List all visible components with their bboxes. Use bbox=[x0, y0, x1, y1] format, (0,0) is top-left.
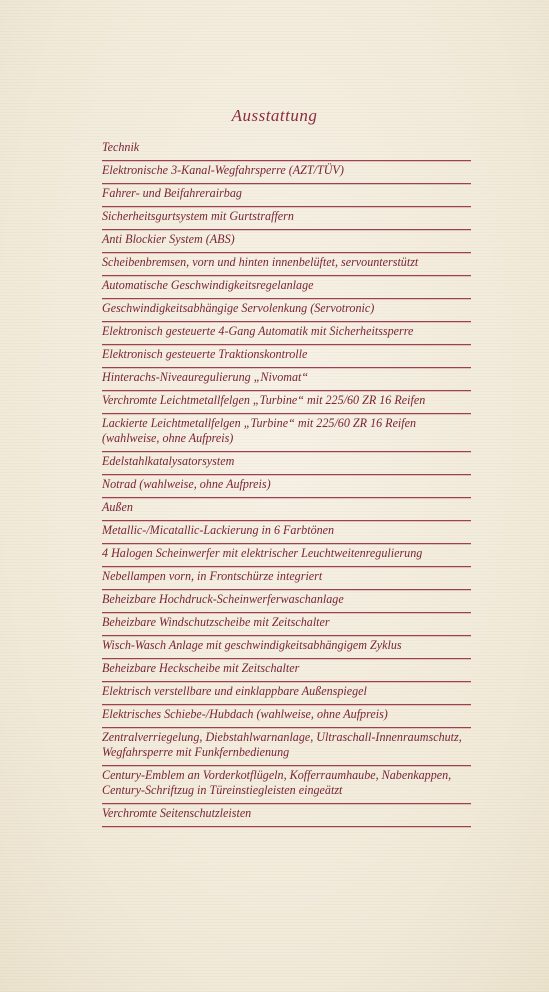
list-item: Edelstahlkatalysatorsystem bbox=[102, 454, 471, 475]
equipment-list bbox=[102, 140, 471, 827]
list-item: Elektronisch gesteuerte Traktionskontrolle bbox=[102, 347, 471, 368]
list-item: Elektrisch verstellbare und einklappbare Außenspiegel bbox=[102, 684, 471, 705]
list-item: Verchromte Leichtmetallfelgen „Turbine“ mit 225/60 ZR 16 Reifen bbox=[102, 393, 471, 414]
list-item: Beheizbare Heckscheibe mit Zeitschalter bbox=[102, 661, 471, 682]
list-item: Zentralverriegelung, Diebstahlwarnanlage, Ultraschall-Innenraumschutz, Wegfahrsperre mit Funkfernbedienung bbox=[102, 730, 471, 766]
list-item: Verchromte Seitenschutzleisten bbox=[102, 806, 471, 827]
list-item: Fahrer- und Beifahrerairbag bbox=[102, 186, 471, 207]
list-item: Beheizbare Hochdruck-Scheinwerferwaschanlage bbox=[102, 592, 471, 613]
list-item: Geschwindigkeitsabhängige Servolenkung (Servotronic) bbox=[102, 301, 471, 322]
list-item: Lackierte Leichtmetallfelgen „Turbine“ mit 225/60 ZR 16 Reifen (wahlweise, ohne Aufpreis) bbox=[102, 416, 471, 452]
list-item: Scheibenbremsen, vorn und hinten innenbelüftet, servounterstützt bbox=[102, 255, 471, 276]
list-item: Elektrisches Schiebe-/Hubdach (wahlweise, ohne Aufpreis) bbox=[102, 707, 471, 728]
list-item: Elektronische 3-Kanal-Wegfahrsperre (AZT/TÜV) bbox=[102, 163, 471, 184]
section-heading-technik: Technik bbox=[102, 140, 471, 161]
list-item: Notrad (wahlweise, ohne Aufpreis) bbox=[102, 477, 471, 498]
list-item: 4 Halogen Scheinwerfer mit elektrischer Leuchtweitenregulierung bbox=[102, 546, 471, 567]
list-item: Century-Emblem an Vorderkotflügeln, Kofferraumhaube, Nabenkappen, Century-Schriftzug in Türeinstiegleisten eingeätzt bbox=[102, 768, 471, 804]
list-item: Sicherheitsgurtsystem mit Gurtstraffern bbox=[102, 209, 471, 230]
list-item: Automatische Geschwindigkeitsregelanlage bbox=[102, 278, 471, 299]
list-item: Hinterachs-Niveauregulierung „Nivomat“ bbox=[102, 370, 471, 391]
list-item: Metallic-/Micatallic-Lackierung in 6 Farbtönen bbox=[102, 523, 471, 544]
list-item: Elektronisch gesteuerte 4-Gang Automatik mit Sicherheitssperre bbox=[102, 324, 471, 345]
list-item: Beheizbare Windschutzscheibe mit Zeitschalter bbox=[102, 615, 471, 636]
section-heading-aussen: Außen bbox=[102, 500, 471, 521]
list-item: Anti Blockier System (ABS) bbox=[102, 232, 471, 253]
list-item: Nebellampen vorn, in Frontschürze integriert bbox=[102, 569, 471, 590]
page-title: Ausstattung bbox=[231, 106, 318, 125]
list-item: Wisch-Wasch Anlage mit geschwindigkeitsabhängigem Zyklus bbox=[102, 638, 471, 659]
